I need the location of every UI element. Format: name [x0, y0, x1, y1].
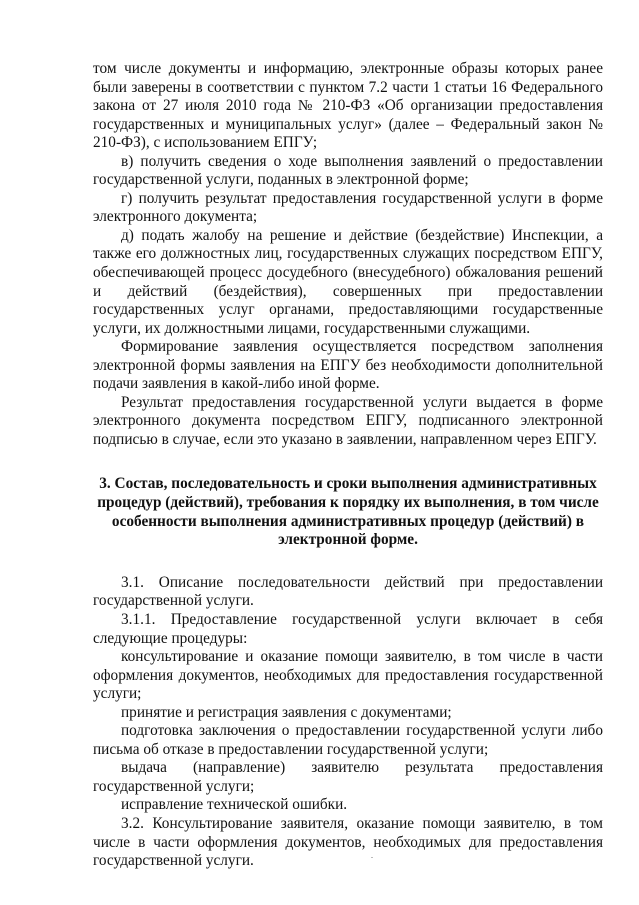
- procedure-item: выдача (направление) заявителю результата предоставления государственной услуги;: [93, 759, 603, 795]
- procedure-item: подготовка заключения о предоставлении государственной услуги либо письма об отказе в предоставлении государственной услуги;: [93, 722, 603, 758]
- paragraph-item-g: г) получить результат предоставления государственной услуги в форме электронного документа;: [93, 189, 603, 226]
- section-heading: [93, 475, 603, 549]
- procedure-item: консультирование и оказание помощи заявителю, в том числе в части оформления документов, необходимых для предоставления государственной услуги;: [93, 648, 603, 703]
- procedure-item: исправление технической ошибки.: [121, 796, 348, 814]
- scan-speck: [371, 857, 373, 858]
- paragraph-3-1-1: 3.1.1. Предоставление государственной услуги включает в себя следующие процедуры:: [93, 610, 603, 647]
- paragraph-3-2: 3.2. Консультирование заявителя, оказание помощи заявителю, в том числе в части оформления документов, необходимых для предоставления государственной услуги.: [93, 814, 603, 870]
- section-heading-line: особенности выполнения административных процедур (действий) в: [111, 512, 585, 530]
- section-heading-line: электронной форме.: [278, 531, 418, 549]
- paragraph-item-v: в) получить сведения о ходе выполнения заявлений о предоставлении государственной услуги, поданных в электронной форме;: [93, 152, 603, 189]
- section-heading-line: 3. Состав, последовательность и сроки выполнения административных: [99, 475, 597, 493]
- procedure-item: принятие и регистрация заявления с документами;: [121, 703, 452, 721]
- paragraph-continuation: том числе документы и информацию, электронные образы которых ранее были заверены в соответствии с пунктом 7.2 части 1 статьи 16 Федерального закона от 27 июля 2010 года № 210-ФЗ «Об организации предоставления государственных и муниципальных услуг» (далее – Федеральный закон № 210-ФЗ), с использованием ЕПГУ;: [93, 60, 603, 152]
- section-heading-line: процедур (действий), требования к порядку их выполнения, в том числе: [97, 494, 599, 512]
- paragraph-item-d: д) подать жалобу на решение и действие (бездействие) Инспекции, а также его должностных лиц, государственных служащих посредством ЕПГУ, обеспечивающей процесс досудебного (внесудебного) обжалования решений и действий (бездействия), совершенных при предоставлении государственных услуг органами, предоставляющими государственные услуги, их должностными лицами, государственными служащими.: [93, 226, 603, 337]
- paragraph-form-submission: Формирование заявления осуществляется посредством заполнения электронной формы заявления на ЕПГУ без необходимости дополнительной подачи заявления в какой-либо иной форме.: [93, 338, 603, 393]
- paragraph-result: Результат предоставления государственной услуги выдается в форме электронного документа посредством ЕПГУ, подписанного электронной подписью в случае, если это указано в заявлении, направленном через ЕПГУ.: [93, 393, 603, 448]
- paragraph-3-1: 3.1. Описание последовательности действий при предоставлении государственной услуги.: [93, 573, 603, 610]
